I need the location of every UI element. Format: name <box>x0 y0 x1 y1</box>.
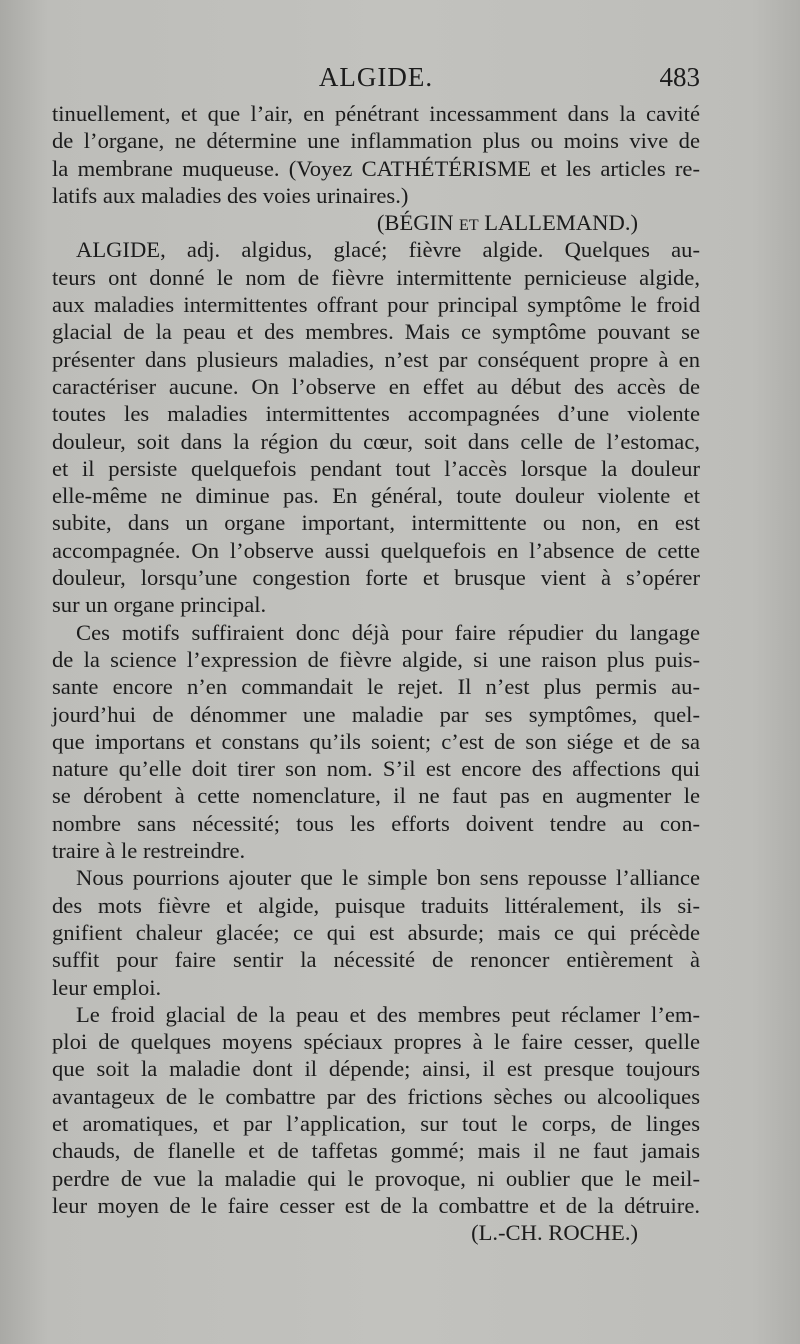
text-line: que importans et constans qu’ils soient; c’est de son siége et de sa <box>52 728 700 754</box>
text-line: ploi de quelques moyens spéciaux propres à le faire cesser, quelle <box>52 1029 700 1055</box>
text-line: tinuellement, et que l’air, en pénétrant incessamment dans la cavité <box>52 101 700 126</box>
text-line: et aromatiques, et par l’application, sur tout le corps, de linges <box>52 1110 700 1136</box>
text-line: (BÉGIN et LALLEMAND.) <box>376 210 638 236</box>
running-title: ALGIDE. <box>318 62 434 92</box>
text-line: traire à le restreindre. <box>52 838 246 864</box>
text-line: (L.-CH. ROCHE.) <box>471 1220 638 1246</box>
text-line: se dérobent à cette nomenclature, il ne faut pas en augmenter le <box>52 783 700 809</box>
text-line: nombre sans nécessité; tous les efforts doivent tendre au con- <box>52 810 700 836</box>
text-line: accompagnée. On l’observe aussi quelquefois en l’absence de cette <box>52 537 700 563</box>
text-line: suffit pour faire sentir la nécessité de renoncer entièrement à <box>52 947 700 973</box>
page-number: 483 <box>659 62 700 92</box>
text-line: leur emploi. <box>52 974 162 1000</box>
text-line: des mots fièvre et algide, puisque traduits littéralement, ils si- <box>52 892 700 918</box>
text-line: chauds, de flanelle et de taffetas gommé; mais il ne faut jamais <box>52 1138 700 1164</box>
text-line: Ces motifs suffiraient donc déjà pour faire répudier du langage <box>76 619 700 645</box>
text-line: teurs ont donné le nom de fièvre intermittente pernicieuse algide, <box>52 264 700 290</box>
text-line: que soit la maladie dont il dépende; ainsi, il est presque toujours <box>52 1056 700 1082</box>
text-line: avantageux de le combattre par des frictions sèches ou alcooliques <box>52 1083 700 1109</box>
text-line: subite, dans un organe important, intermittente ou non, en est <box>52 510 700 536</box>
text-line: elle-même ne diminue pas. En général, toute douleur violente et <box>52 483 700 509</box>
text-line: de l’organe, ne détermine une inflammation plus ou moins vive de <box>52 128 700 154</box>
text-line: nature qu’elle doit tirer son nom. S’il est encore des affections qui <box>52 756 700 782</box>
text-line: douleur, lorsqu’une congestion forte et brusque vient à s’opérer <box>52 565 700 591</box>
text-line: sur un organe principal. <box>52 592 267 618</box>
text-line: gnifient chaleur glacée; ce qui est absurde; mais ce qui précède <box>52 919 700 945</box>
text-line: douleur, soit dans la région du cœur, soit dans celle de l’estomac, <box>52 428 700 454</box>
text-line: caractériser aucune. On l’observe en effet au début des accès de <box>52 373 700 399</box>
text-line: latifs aux maladies des voies urinaires.) <box>52 182 409 208</box>
text-line: glacial de la peau et des membres. Mais ce symptôme pouvant se <box>52 319 700 345</box>
text-line: leur moyen de le faire cesser est de la combattre et de la détruire. <box>52 1192 700 1218</box>
text-line: la membrane muqueuse. (Voyez CATHÉTÉRISME et les articles re- <box>52 155 700 181</box>
text-line: présenter dans plusieurs maladies, n’est par conséquent propre à en <box>52 346 700 372</box>
text-line: ALGIDE, adj. algidus, glacé; fièvre algide. Quelques au- <box>76 237 700 263</box>
page-header <box>52 58 700 98</box>
text-line: de la science l’expression de fièvre algide, si une raison plus puis- <box>52 646 700 672</box>
body-text <box>52 100 700 1246</box>
text-line: toutes les maladies intermittentes accompagnées d’une violente <box>52 401 700 427</box>
text-line: jourd’hui de dénommer une maladie par ses symptômes, quel- <box>52 701 700 727</box>
text-line: aux maladies intermittentes offrant pour principal symptôme le froid <box>52 292 700 318</box>
text-line: Nous pourrions ajouter que le simple bon sens repousse l’alliance <box>76 865 700 891</box>
text-line: Le froid glacial de la peau et des membres peut réclamer l’em- <box>76 1001 700 1027</box>
text-line: et il persiste quelquefois pendant tout l’accès lorsque la douleur <box>52 455 700 481</box>
text-line: sante encore n’en commandait le rejet. Il n’est plus permis au- <box>52 674 700 700</box>
text-line: perdre de vue la maladie qui le provoque, ni oublier que le meil- <box>52 1165 700 1191</box>
